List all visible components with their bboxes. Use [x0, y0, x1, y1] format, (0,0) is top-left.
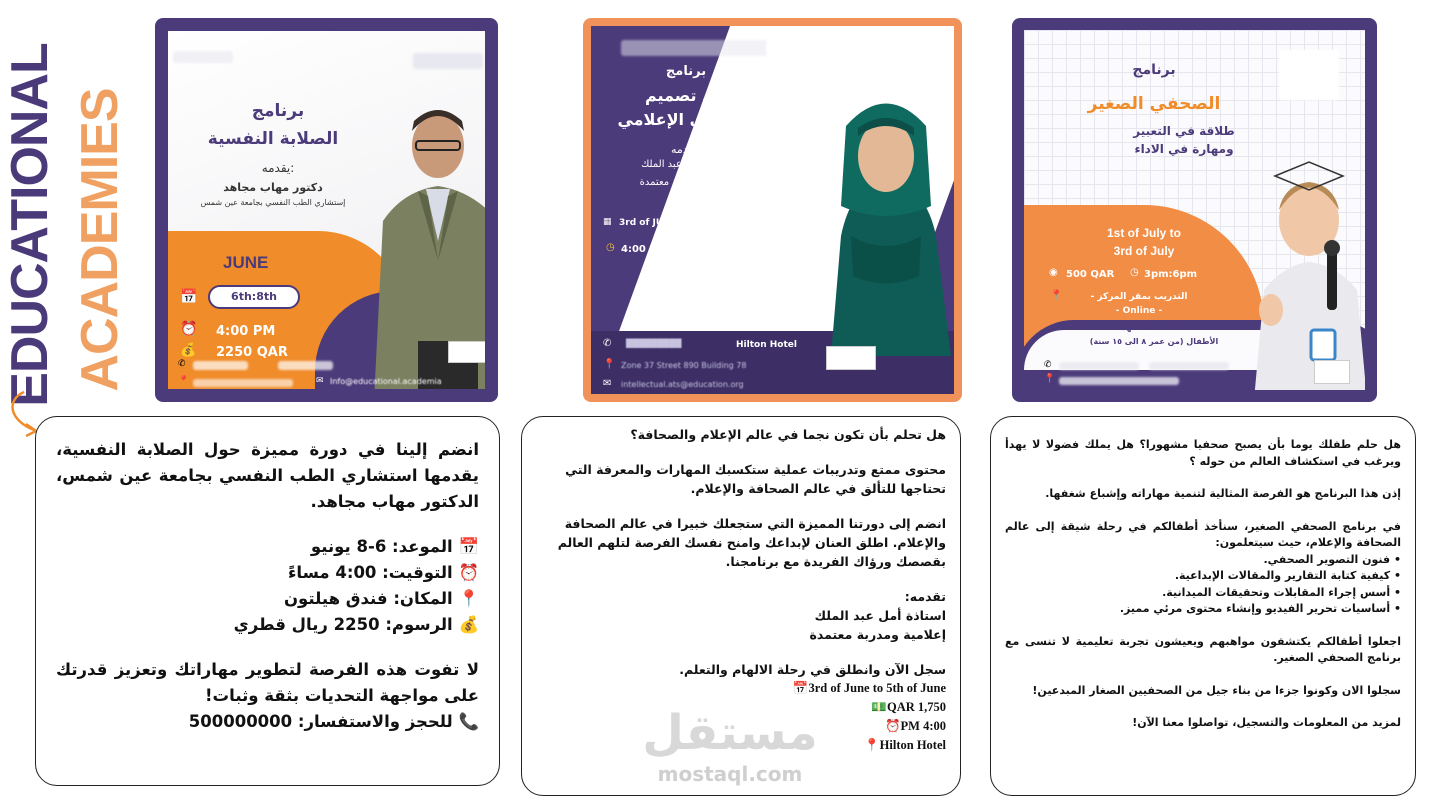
- whatsapp-icon: ✆: [603, 338, 612, 349]
- child-photo: [1239, 140, 1365, 390]
- location-icon: 📍: [1050, 290, 1063, 301]
- presenter-name: دكتور مهاب مجاهد: [223, 181, 323, 194]
- audience-item: - راغبي العمل بالمجال الصحفي والإعلامي: [638, 308, 776, 317]
- time: 3pm:6pm: [1144, 269, 1198, 280]
- list-item: • أسس إجراء المقابلات وتحقيقات الميدانية.: [1162, 585, 1401, 599]
- days-pill: 6th:8th: [208, 285, 300, 309]
- whatsapp-icon: ✆: [178, 359, 186, 369]
- calendar-icon: ▦: [603, 217, 612, 227]
- paragraph-4: سجلوا الان وكونوا جزءا من بناء جيل من الصحفيين الصغار المبدعين!: [1032, 683, 1401, 697]
- fee: 1250 QAR: [701, 244, 757, 255]
- date-line1: 1st of July to: [1106, 226, 1181, 240]
- paragraph-5: لمزيد من المعلومات والتسجيل، تواصلوا معنا الآن!: [1132, 716, 1401, 729]
- tagline-1: طلاقة في التعبير: [1133, 124, 1235, 138]
- presenter-role: إعلامية ومدربة معتمدة: [809, 627, 946, 642]
- tagline-2: ومهارة في الاداء: [1134, 142, 1234, 156]
- description-resilience: [35, 416, 500, 786]
- watermark-url: mostaql.com: [657, 762, 803, 786]
- audience: الأطفال (من عمر ٨ الى ١٥ سنة): [1089, 337, 1219, 346]
- question-text: هل تحلم بأن تكون نجما في عالم الإعلام والصحافة؟: [630, 427, 946, 442]
- location-onsite: - التدريب بمقر المركز: [1090, 292, 1188, 302]
- poster-title-line1: فن تصميم: [644, 86, 728, 105]
- month: JUNE: [223, 253, 269, 272]
- fee: 500 QAR: [1066, 269, 1115, 280]
- email-icon: ✉: [603, 378, 612, 389]
- side-title-educational: EDUCATIONAL: [1, 43, 59, 407]
- poster-psychological-resilience: [155, 18, 498, 402]
- fee-line: QAR 1,750💵: [871, 700, 946, 714]
- footer-email: Info@educational.academia: [330, 377, 442, 386]
- watermark-logo: مستقل: [642, 705, 818, 761]
- date-line: 📅 الموعد: 6-8 يونيو: [310, 537, 479, 556]
- poster-program-label: برنامج: [1132, 62, 1176, 78]
- cta-text: لا تفوت هذه الفرصة لتطوير مهاراتك وتعزيز قدرتك على مواجهة التحديات بثقة وثبات!: [56, 660, 479, 705]
- intro-text: انضم إلينا في دورة مميزة حول الصلابة النفسية، يقدمها استشاري الطب النفسي بجامعة عين شمس، الدكتور مهاب مجاهد.: [56, 440, 479, 511]
- presented-by-label: تقدمه:: [671, 143, 701, 156]
- presenter-role: إعلامية ومدربة معتمدة: [639, 177, 733, 188]
- list-item: • فنون التصوير الصحفي.: [1263, 552, 1401, 566]
- whatsapp-icon: ✆: [1044, 360, 1052, 370]
- address: Zone 37 Street 890 Building 78: [621, 361, 747, 370]
- clock-icon: ⏰: [180, 321, 198, 337]
- cta-text: سجل الآن وانطلق في رحلة الالهام والتعلم.: [679, 662, 946, 677]
- location-icon: 📍: [603, 359, 616, 370]
- academy-logo: [1314, 360, 1350, 384]
- time: 4:00 PM: [216, 324, 276, 339]
- decor-blur: [173, 51, 233, 63]
- paragraph-2: في برنامج الصحفي الصغير، سنأخذ أطفالكم في رحلة شيقة إلى عالم الصحافة والإعلام، حيث سيتعلمون:: [1005, 519, 1401, 549]
- presenter-name: استاذة أمل عبد الملك: [641, 159, 731, 170]
- paragraph-1: إذن هذا البرنامج هو الفرصة المثالية لتنمية مهاراته وإشباع شغفها.: [1045, 487, 1401, 500]
- presented-by-label: تقدمه:: [904, 589, 946, 604]
- poster-title: الصلابة النفسية: [207, 129, 339, 149]
- academy-logo: [826, 346, 876, 370]
- paragraph-1: محتوى ممتع وتدريبات عملية ستكسبك المهارات والمعرفة التي تحتاجها للتألق في عالم الصحافة والإعلام.: [565, 462, 946, 496]
- target-audience: [601, 278, 776, 320]
- money-icon: 💰: [180, 343, 197, 358]
- presenter-name: استاذة أمل عبد الملك: [814, 608, 946, 623]
- location-icon: 📍: [178, 376, 190, 386]
- calendar-icon: 📅: [180, 289, 198, 305]
- time-line: PM 4:00⏰: [884, 719, 946, 733]
- blurred-logo: [413, 53, 483, 69]
- dates-line: 3rd of June to 5th of June📅: [792, 681, 946, 695]
- money-icon: ◉: [686, 242, 695, 253]
- question-text: هل حلم طفلك يوما بأن يصبح صحفيا مشهورا؟ هل يملك فضولا لا يهدأ ويرغب في استكشاف العالم من حوله ؟: [1005, 438, 1401, 468]
- time-line: ⏰ التوقيت: 4:00 مساءً: [287, 563, 479, 582]
- poster-little-journalist: [1012, 18, 1377, 402]
- date-line2: 3rd of July: [1113, 244, 1175, 258]
- side-title-academies: ACADEMIES: [71, 88, 129, 392]
- audience-title: الفئات المستهدفة:: [1111, 323, 1187, 332]
- description-little-journalist: [990, 416, 1416, 796]
- time: 4:00 PM: [621, 244, 667, 255]
- contact-line: 📞 للحجز والاستفسار: 500000000: [188, 712, 479, 731]
- poster-media-content-design: [583, 18, 962, 402]
- poster-program-label: برنامج: [665, 64, 707, 79]
- money-icon: ◉: [1049, 267, 1058, 278]
- poster-title-line2: المحتوى الإعلامي: [617, 110, 755, 129]
- clock-icon: ◷: [606, 242, 615, 253]
- presenter-role: إستشاري الطب النفسي بجامعة عين شمس: [200, 198, 346, 207]
- paragraph-2: انضم إلى دورتنا المميزة التي ستجعلك خبيرا في عالم الصحافة والإعلام. اطلق العنان لإبداعك وامنح نفسك الفرصة لتلهم العالم بقصصك ورؤاك الفريدة مع برنامجنا.: [557, 516, 946, 569]
- presented-by-label: يقدمه:: [261, 161, 295, 175]
- place-line: 📍 المكان: فندق هيلتون: [283, 589, 479, 608]
- email: intellectual.ats@education.org: [621, 380, 744, 389]
- audience-item: - خريجي كليات الإعلام: [701, 294, 776, 303]
- venue: Hilton Hotel: [736, 340, 797, 350]
- clock-icon: ◷: [1130, 267, 1139, 278]
- academy-logo: [448, 341, 485, 363]
- location-icon: 📍: [1044, 374, 1056, 384]
- poster-title: الصحفي الصغير: [1087, 94, 1221, 114]
- list-item: • كيفية كتابة التقارير والمقالات الإبداعية.: [1174, 569, 1401, 582]
- phone-blurred: █████████: [626, 339, 682, 348]
- poster-program-label: برنامج: [251, 101, 305, 121]
- venue-line: Hilton Hotel📍: [864, 738, 946, 752]
- fee: 2250 QAR: [216, 345, 288, 360]
- location-online: - Online -: [1115, 306, 1163, 316]
- list-item: • أساسيات تحرير الفيديو وإنشاء محتوى مرئي مميز.: [1119, 602, 1401, 615]
- audience-title: الفئات المستهدفة:: [714, 280, 776, 289]
- paragraph-3: اجعلوا أطفالكم يكتشفون مواهبهم ويعيشون تجربة تعليمية لا تنسى مع برنامج الصحفي الصغير.: [1005, 634, 1401, 664]
- email-icon: ✉: [316, 376, 324, 386]
- dates: 3rd of JUNE to 5TH of JUNE: [619, 218, 755, 228]
- presenter-photo: [791, 86, 954, 356]
- fee-line: 💰 الرسوم: 2250 ريال قطري: [233, 615, 479, 634]
